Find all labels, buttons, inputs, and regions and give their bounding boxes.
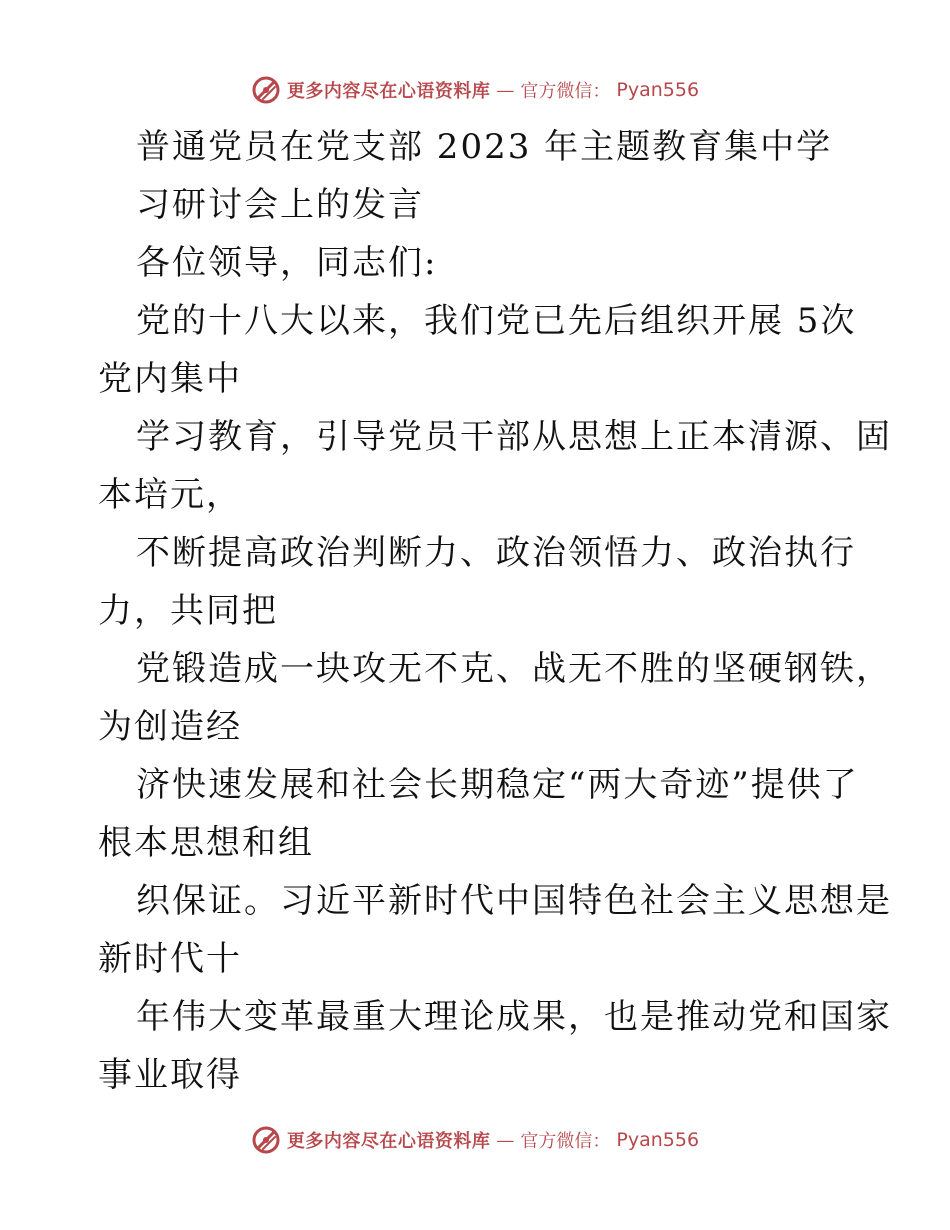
text-line: 年伟大变革最重大理论成果，也是推动党和国家 xyxy=(136,997,892,1037)
banner-separator: — xyxy=(496,79,515,101)
text-line: 事业取得 xyxy=(98,1055,242,1095)
logo-icon xyxy=(251,75,281,105)
document-body xyxy=(98,118,892,1104)
text-line: 济快速发展和社会长期稳定“两大奇迹”提供了 xyxy=(136,765,859,805)
logo-icon xyxy=(251,1125,281,1155)
banner-title: 更多内容尽在心语资料库 xyxy=(286,81,491,102)
banner-wechat-id: Pyan556 xyxy=(616,1129,700,1151)
text-line: 不断提高政治判断力、政治领悟力、政治执行 xyxy=(136,533,856,573)
footer-banner xyxy=(0,1122,950,1158)
banner-wechat-label: 官方微信： xyxy=(520,81,611,102)
text-line: 学习教育，引导党员干部从思想上正本清源、固 xyxy=(136,417,892,457)
text-line: 力，共同把 xyxy=(98,591,278,631)
text-line: 为创造经 xyxy=(98,707,242,747)
banner-title: 更多内容尽在心语资料库 xyxy=(286,1131,491,1152)
header-banner xyxy=(0,72,950,108)
text-line: 普通党员在党支部 2023 年主题教育集中学 xyxy=(136,127,833,167)
text-line: 习研讨会上的发言 xyxy=(136,185,424,225)
text-line: 党锻造成一块攻无不克、战无不胜的坚硬钢铁， xyxy=(136,649,892,689)
text-line: 织保证。习近平新时代中国特色社会主义思想是 xyxy=(136,881,892,921)
text-line: 各位领导，同志们: xyxy=(136,243,438,283)
banner-wechat-id: Pyan556 xyxy=(616,79,700,101)
banner-wechat-label: 官方微信： xyxy=(520,1131,611,1152)
text-line: 本培元， xyxy=(98,475,242,515)
text-line: 新时代十 xyxy=(98,939,242,979)
banner-separator: — xyxy=(496,1129,515,1151)
text-line: 根本思想和组 xyxy=(98,823,314,863)
text-line: 党的十八大以来，我们党已先后组织开展 5次 xyxy=(136,301,857,341)
text-line: 党内集中 xyxy=(98,359,242,399)
